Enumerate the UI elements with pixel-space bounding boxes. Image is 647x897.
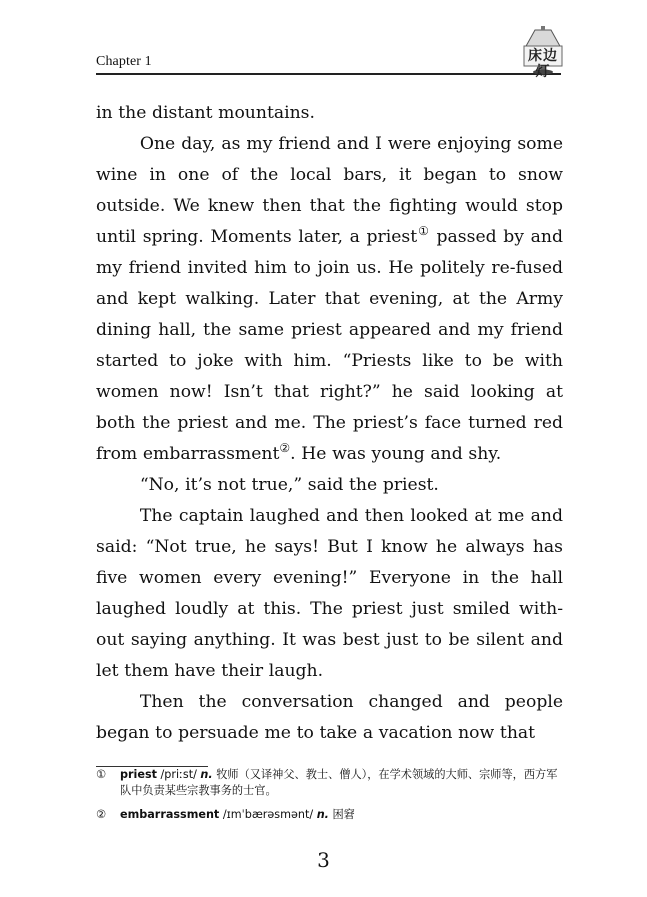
footnote-part-of-speech: n.: [316, 808, 329, 821]
paragraph-text: The captain laughed and then looked at me and said: “Not true, he says! But I know he always has five women every evening!” Everyone in the hall laughed loudly at this. The priest just smiled with-out saying anything. It was best just to be silent and let them have their laugh.: [96, 506, 563, 681]
paragraph: [96, 98, 563, 129]
paragraph-text: One day, as my friend and I were enjoying some wine in one of the local bars, it began to snow outside. We knew then that the fighting would stop until spring. Moments later, a priest: [96, 134, 563, 247]
footnote-definition: 牧师（又译神父、教士、僧人），在学术领域的大师、宗师等，西方军队中负责某些宗教事务的士官。: [120, 768, 558, 797]
paragraph: [96, 470, 563, 501]
footnote-reference: ②: [279, 441, 291, 455]
footnote-term: embarrassment: [120, 808, 220, 821]
header-rule: [96, 73, 561, 75]
footnote-pronunciation: /ɪmˈbærəsmənt/: [219, 808, 317, 821]
footnote-definition: 困窘: [328, 808, 355, 821]
paragraph: [96, 501, 563, 687]
logo-text: 床边灯: [528, 48, 558, 80]
footnote-number: ②: [96, 808, 107, 821]
lamp-logo: [521, 25, 565, 80]
footnote-item: [96, 807, 566, 823]
footnote-pronunciation: /priːst/: [156, 768, 201, 781]
paragraph-text: “No, it’s not true,” said the priest.: [139, 475, 439, 495]
footnote-number: ①: [96, 768, 107, 781]
paragraph-text: passed by and my friend invited him to join us. He politely re-fused and kept walking. Later that evening, at the Army dining hall, the same priest appeared and my friend started to joke with him. “Priests like to be with women now! Isn’t that right?” he said looking at both the priest and me. The priest’s face turned red from embarrassment: [96, 227, 563, 464]
footnote-body: [120, 767, 566, 799]
running-header: [96, 53, 561, 77]
chapter-label: Chapter 1: [96, 54, 152, 69]
footnotes: [96, 767, 566, 831]
body-text: [96, 98, 563, 749]
paragraph-text: Then the conversation changed and people began to persuade me to take a vacation now that: [96, 692, 563, 743]
paragraph-text: in the distant mountains.: [96, 103, 315, 123]
paragraph: [96, 129, 563, 470]
paragraph: [96, 687, 563, 749]
paragraph-text: . He was young and shy.: [290, 444, 502, 464]
page-number: 3: [317, 848, 330, 872]
footnote-term: priest: [120, 768, 157, 781]
footnote-reference: ①: [417, 224, 430, 238]
footnote-item: [96, 767, 566, 799]
footnote-part-of-speech: n.: [200, 768, 213, 781]
footnote-body: [120, 807, 566, 823]
